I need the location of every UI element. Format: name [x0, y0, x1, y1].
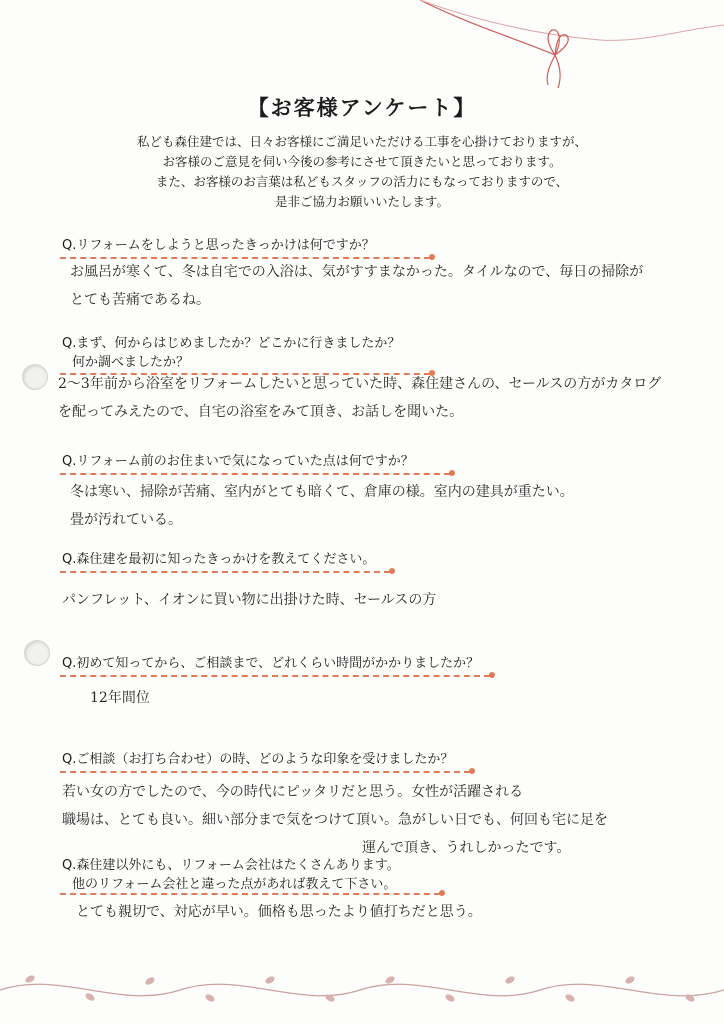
divider	[60, 571, 390, 573]
answer-6: 若い女の方でしたので、今の時代にピッタリだと思う。女性が活躍される 職場は、とても良い。細い部分まで気をつけて頂い。急がしい日でも、何回も宅に足を 運んで頂き、うれしかったです。	[62, 784, 608, 856]
ribbon-decoration	[0, 0, 724, 90]
divider-dot	[469, 768, 475, 774]
answer-5: 12年間位	[90, 690, 150, 706]
survey-title: 【お客様アンケート】	[247, 96, 477, 120]
divider	[60, 771, 470, 773]
question-6: Q.ご相談（お打ち合わせ）の時、どのような印象を受けましたか？	[62, 752, 454, 767]
question-4: Q.森住建を最初に知ったきっかけを教えてください。	[62, 552, 376, 567]
question-3: Q.リフォーム前のお住まいで気になっていた点は何ですか？	[62, 454, 414, 469]
intro-line: 是非ご協力お願いいたします。	[274, 194, 449, 209]
punch-hole-bottom	[24, 640, 50, 666]
divider-dot	[489, 672, 495, 678]
divider-dot	[439, 890, 445, 896]
answer-7: とても親切で、対応が早い。価格も思ったより値打ちだと思う。	[76, 904, 482, 920]
intro-line: お客様のご意見を伺い今後の参考にさせて頂きたいと思っております。	[162, 154, 562, 169]
intro-line: また、お客様のお言葉は私どもスタッフの活力にもなっておりますので、	[155, 174, 569, 189]
vine-border	[0, 965, 724, 1015]
divider-dot	[449, 470, 455, 476]
divider	[60, 473, 450, 475]
answer-1: お風呂が寒くて、冬は自宅での入浴は、気がすすまなかった。タイルなので、毎日の掃除が とても苦痛であるね。	[70, 264, 644, 308]
punch-hole-top	[22, 364, 48, 390]
question-1: Q.リフォームをしようと思ったきっかけは何ですか？	[62, 238, 375, 253]
divider	[60, 675, 490, 677]
divider	[60, 893, 440, 895]
intro-text	[0, 132, 724, 212]
intro-line: 私ども森住建では、日々お客様にご満足いただける工事を心掛けておりますが、	[136, 134, 587, 149]
question-2: Q.まず、何からはじめましたか？どこかに行きましたか？ 何か調べましたか？	[62, 336, 401, 370]
answer-4: パンフレット、イオンに買い物に出掛けた時、セールスの方	[62, 592, 437, 608]
answer-2: 2〜3年前から浴室をリフォームしたいと思っていた時、森住建さんの、セールスの方がカタログ を配ってみえたので、自宅の浴室をみて頂き、お話しを聞いた。	[58, 376, 662, 420]
divider-dot	[389, 568, 395, 574]
question-5: Q.初めて知ってから、ご相談まで、どれくらい時間がかかりましたか？	[62, 656, 480, 671]
question-7: Q.森住建以外にも、リフォーム会社はたくさんあります。 他のリフォーム会社と違った点があれば教えて下さい。	[62, 858, 400, 892]
answer-3: 冬は寒い、掃除が苦痛、室内がとても暗くて、倉庫の様。室内の建具が重たい。 畳が汚れている。	[70, 484, 574, 528]
